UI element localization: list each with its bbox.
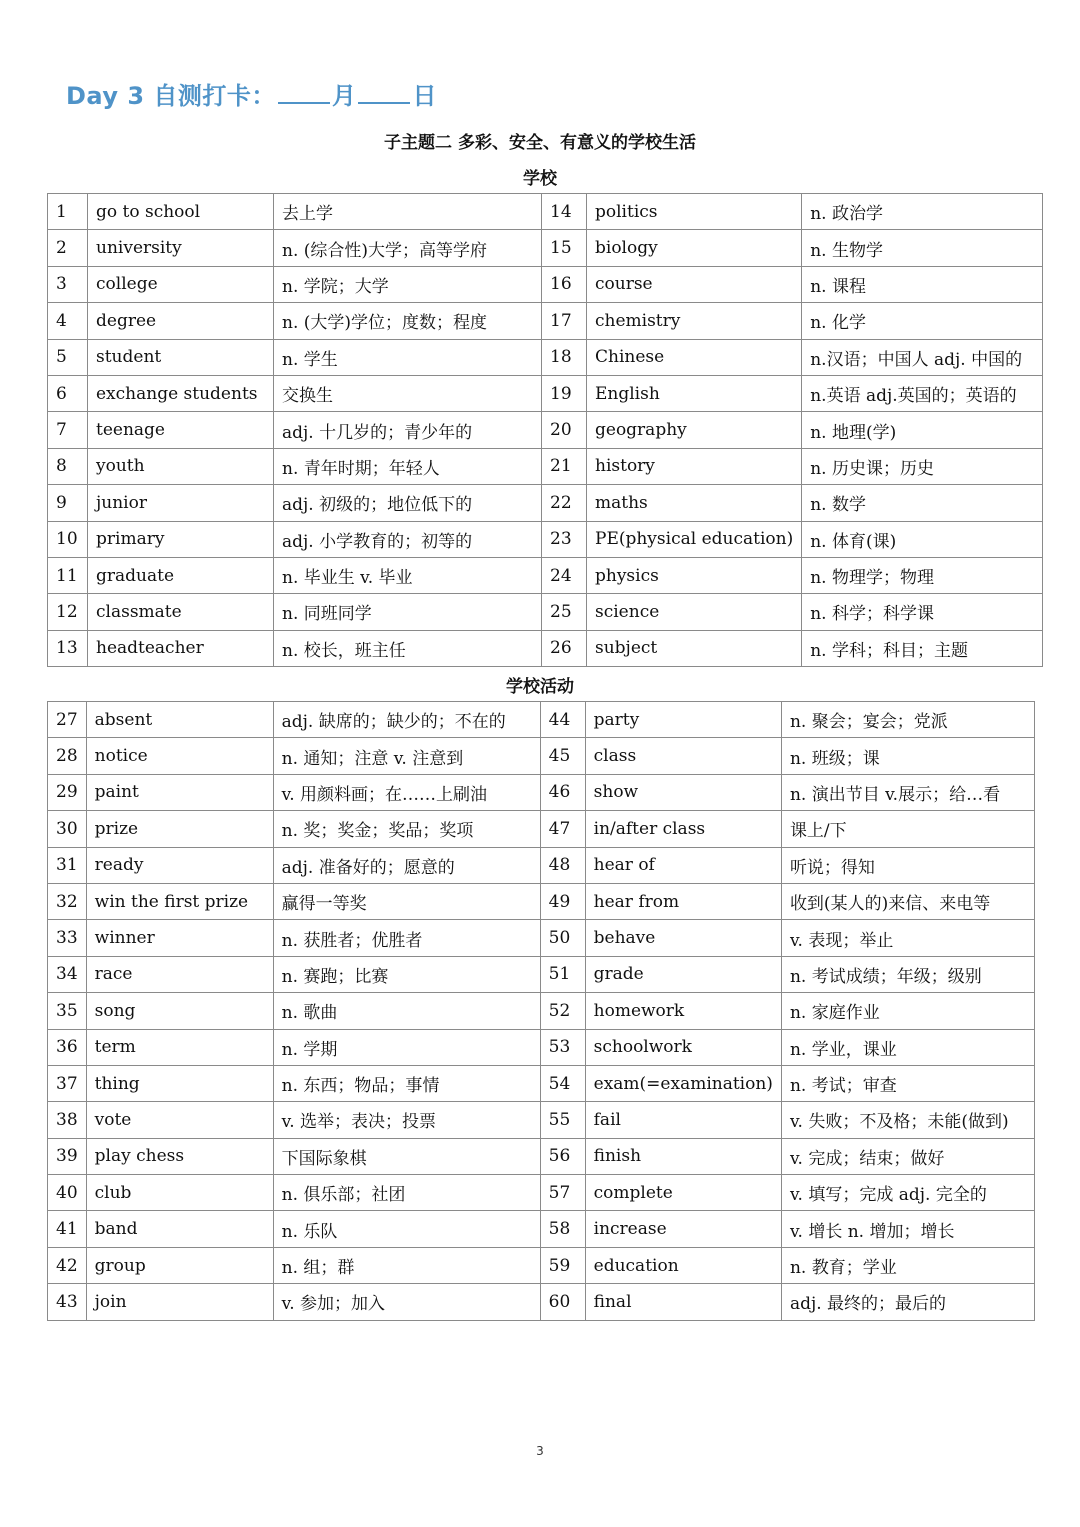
chinese-meaning: adj. 准备好的；愿意的 xyxy=(273,847,540,883)
chinese-meaning: n. 考试；审查 xyxy=(781,1065,1034,1101)
table-row xyxy=(48,521,1043,557)
english-term: science xyxy=(587,594,802,630)
english-term: maths xyxy=(587,485,802,521)
english-term: finish xyxy=(585,1138,781,1174)
english-term: schoolwork xyxy=(585,1029,781,1065)
chinese-meaning: n. 乐队 xyxy=(273,1211,540,1247)
entry-number: 2 xyxy=(48,230,88,266)
entry-number: 10 xyxy=(48,521,88,557)
vocab-table-body xyxy=(48,194,1043,667)
entry-number: 33 xyxy=(48,920,87,956)
entry-number: 5 xyxy=(48,339,88,375)
chinese-meaning: n. 班级；课 xyxy=(781,738,1034,774)
chinese-meaning: n.英语 adj.英国的；英语的 xyxy=(802,375,1043,411)
chinese-meaning: 听说；得知 xyxy=(781,847,1034,883)
chinese-meaning: adj. 最终的；最后的 xyxy=(781,1284,1034,1320)
entry-number: 40 xyxy=(48,1175,87,1211)
english-term: degree xyxy=(88,303,274,339)
vocab-table-school xyxy=(47,193,1043,667)
chinese-meaning: adj. 缺席的；缺少的；不在的 xyxy=(273,702,540,738)
chinese-meaning: n. 演出节目 v.展示；给…看 xyxy=(781,774,1034,810)
table-row xyxy=(48,266,1043,302)
chinese-meaning: v. 增长 n. 增加；增长 xyxy=(781,1211,1034,1247)
entry-number: 34 xyxy=(48,956,87,992)
english-term: English xyxy=(587,375,802,411)
table-row xyxy=(48,702,1035,738)
table-row xyxy=(48,485,1043,521)
table-row xyxy=(48,1138,1035,1174)
chinese-meaning: n. 学院；大学 xyxy=(274,266,542,302)
chinese-meaning: adj. 小学教育的；初等的 xyxy=(274,521,542,557)
chinese-meaning: n. 歌曲 xyxy=(273,993,540,1029)
chinese-meaning: n. 奖；奖金；奖品；奖项 xyxy=(273,811,540,847)
entry-number: 55 xyxy=(540,1102,585,1138)
table-row xyxy=(48,375,1043,411)
entry-number: 19 xyxy=(542,375,587,411)
table-row xyxy=(48,1284,1035,1320)
entry-number: 44 xyxy=(540,702,585,738)
table-row xyxy=(48,448,1043,484)
table-row xyxy=(48,630,1043,666)
english-term: exam(=examination) xyxy=(585,1065,781,1101)
chinese-meaning: n. 青年时期；年轻人 xyxy=(274,448,542,484)
section-title-activities: 学校活动 xyxy=(506,677,574,697)
english-term: primary xyxy=(88,521,274,557)
english-term: graduate xyxy=(88,557,274,593)
entry-number: 59 xyxy=(540,1247,585,1283)
page-number: 3 xyxy=(536,1444,544,1458)
english-term: teenage xyxy=(88,412,274,448)
entry-number: 23 xyxy=(542,521,587,557)
chinese-meaning: n. 物理学；物理 xyxy=(802,557,1043,593)
english-term: behave xyxy=(585,920,781,956)
table-row xyxy=(48,883,1035,919)
chinese-meaning: v. 参加；加入 xyxy=(273,1284,540,1320)
chinese-meaning: 收到(某人的)来信、来电等 xyxy=(781,883,1034,919)
chinese-meaning: n. 体育(课) xyxy=(802,521,1043,557)
chinese-meaning: n. 校长，班主任 xyxy=(274,630,542,666)
month-blank[interactable] xyxy=(278,80,330,104)
entry-number: 27 xyxy=(48,702,87,738)
english-term: go to school xyxy=(88,194,274,230)
english-term: homework xyxy=(585,993,781,1029)
entry-number: 46 xyxy=(540,774,585,810)
entry-number: 9 xyxy=(48,485,88,521)
english-term: party xyxy=(585,702,781,738)
entry-number: 24 xyxy=(542,557,587,593)
chinese-meaning: v. 表现；举止 xyxy=(781,920,1034,956)
entry-number: 7 xyxy=(48,412,88,448)
english-term: show xyxy=(585,774,781,810)
entry-number: 50 xyxy=(540,920,585,956)
day-blank[interactable] xyxy=(358,80,410,104)
english-term: complete xyxy=(585,1175,781,1211)
chinese-meaning: n. 同班同学 xyxy=(274,594,542,630)
entry-number: 53 xyxy=(540,1029,585,1065)
entry-number: 54 xyxy=(540,1065,585,1101)
chinese-meaning: n. 生物学 xyxy=(802,230,1043,266)
chinese-meaning: n. (大学)学位；度数；程度 xyxy=(274,303,542,339)
english-term: in/after class xyxy=(585,811,781,847)
english-term: exchange students xyxy=(88,375,274,411)
chinese-meaning: adj. 十几岁的；青少年的 xyxy=(274,412,542,448)
header-prefix: Day 3 自测打卡： xyxy=(66,82,276,110)
table-row xyxy=(48,1175,1035,1211)
table-row xyxy=(48,920,1035,956)
table-row xyxy=(48,412,1043,448)
english-term: vote xyxy=(86,1102,273,1138)
chinese-meaning: n. 毕业生 v. 毕业 xyxy=(274,557,542,593)
chinese-meaning: adj. 初级的；地位低下的 xyxy=(274,485,542,521)
entry-number: 29 xyxy=(48,774,87,810)
table-row xyxy=(48,738,1035,774)
table-row xyxy=(48,847,1035,883)
entry-number: 48 xyxy=(540,847,585,883)
chinese-meaning: 去上学 xyxy=(274,194,542,230)
english-term: physics xyxy=(587,557,802,593)
chinese-meaning: n. 赛跑；比赛 xyxy=(273,956,540,992)
chinese-meaning: 下国际象棋 xyxy=(273,1138,540,1174)
english-term: student xyxy=(88,339,274,375)
entry-number: 6 xyxy=(48,375,88,411)
table-row xyxy=(48,557,1043,593)
english-term: headteacher xyxy=(88,630,274,666)
english-term: notice xyxy=(86,738,273,774)
table-row xyxy=(48,194,1043,230)
chinese-meaning: n. 化学 xyxy=(802,303,1043,339)
entry-number: 1 xyxy=(48,194,88,230)
table-row xyxy=(48,1029,1035,1065)
english-term: thing xyxy=(86,1065,273,1101)
entry-number: 25 xyxy=(542,594,587,630)
chinese-meaning: v. 完成；结束；做好 xyxy=(781,1138,1034,1174)
table-row xyxy=(48,339,1043,375)
chinese-meaning: 赢得一等奖 xyxy=(273,883,540,919)
entry-number: 26 xyxy=(542,630,587,666)
chinese-meaning: v. 失败；不及格；未能(做到) xyxy=(781,1102,1034,1138)
entry-number: 31 xyxy=(48,847,87,883)
chinese-meaning: n. 地理(学) xyxy=(802,412,1043,448)
chinese-meaning: n. 组；群 xyxy=(273,1247,540,1283)
chinese-meaning: n. 聚会；宴会；党派 xyxy=(781,702,1034,738)
entry-number: 11 xyxy=(48,557,88,593)
english-term: hear of xyxy=(585,847,781,883)
english-term: fail xyxy=(585,1102,781,1138)
english-term: song xyxy=(86,993,273,1029)
entry-number: 17 xyxy=(542,303,587,339)
entry-number: 14 xyxy=(542,194,587,230)
english-term: increase xyxy=(585,1211,781,1247)
chinese-meaning: v. 选举；表决；投票 xyxy=(273,1102,540,1138)
table-row xyxy=(48,230,1043,266)
chinese-meaning: n. 数学 xyxy=(802,485,1043,521)
chinese-meaning: n. 学生 xyxy=(274,339,542,375)
subtopic-title: 子主题二 多彩、安全、有意义的学校生活 xyxy=(384,133,696,153)
entry-number: 20 xyxy=(542,412,587,448)
entry-number: 15 xyxy=(542,230,587,266)
english-term: college xyxy=(88,266,274,302)
english-term: paint xyxy=(86,774,273,810)
english-term: course xyxy=(587,266,802,302)
english-term: classmate xyxy=(88,594,274,630)
entry-number: 60 xyxy=(540,1284,585,1320)
english-term: chemistry xyxy=(587,303,802,339)
entry-number: 45 xyxy=(540,738,585,774)
english-term: win the first prize xyxy=(86,883,273,919)
chinese-meaning: n. 俱乐部；社团 xyxy=(273,1175,540,1211)
english-term: absent xyxy=(86,702,273,738)
entry-number: 32 xyxy=(48,883,87,919)
chinese-meaning: n. 教育；学业 xyxy=(781,1247,1034,1283)
entry-number: 28 xyxy=(48,738,87,774)
english-term: grade xyxy=(585,956,781,992)
entry-number: 56 xyxy=(540,1138,585,1174)
entry-number: 51 xyxy=(540,956,585,992)
table-row xyxy=(48,594,1043,630)
chinese-meaning: n. 获胜者；优胜者 xyxy=(273,920,540,956)
entry-number: 49 xyxy=(540,883,585,919)
entry-number: 30 xyxy=(48,811,87,847)
chinese-meaning: n. 课程 xyxy=(802,266,1043,302)
entry-number: 18 xyxy=(542,339,587,375)
english-term: prize xyxy=(86,811,273,847)
table-row xyxy=(48,774,1035,810)
english-term: junior xyxy=(88,485,274,521)
english-term: history xyxy=(587,448,802,484)
entry-number: 39 xyxy=(48,1138,87,1174)
table-row xyxy=(48,1247,1035,1283)
english-term: Chinese xyxy=(587,339,802,375)
english-term: university xyxy=(88,230,274,266)
day-checkin-header xyxy=(66,76,437,111)
english-term: education xyxy=(585,1247,781,1283)
english-term: play chess xyxy=(86,1138,273,1174)
entry-number: 13 xyxy=(48,630,88,666)
entry-number: 36 xyxy=(48,1029,87,1065)
chinese-meaning: 课上/下 xyxy=(781,811,1034,847)
chinese-meaning: n. 政治学 xyxy=(802,194,1043,230)
english-term: band xyxy=(86,1211,273,1247)
english-term: ready xyxy=(86,847,273,883)
entry-number: 35 xyxy=(48,993,87,1029)
english-term: winner xyxy=(86,920,273,956)
english-term: class xyxy=(585,738,781,774)
english-term: geography xyxy=(587,412,802,448)
entry-number: 16 xyxy=(542,266,587,302)
chinese-meaning: n. 考试成绩；年级；级别 xyxy=(781,956,1034,992)
entry-number: 3 xyxy=(48,266,88,302)
entry-number: 57 xyxy=(540,1175,585,1211)
chinese-meaning: n. 东西；物品；事情 xyxy=(273,1065,540,1101)
day-label: 日 xyxy=(412,82,437,110)
entry-number: 47 xyxy=(540,811,585,847)
entry-number: 8 xyxy=(48,448,88,484)
english-term: join xyxy=(86,1284,273,1320)
english-term: biology xyxy=(587,230,802,266)
table-row xyxy=(48,1211,1035,1247)
chinese-meaning: n.汉语；中国人 adj. 中国的 xyxy=(802,339,1043,375)
english-term: final xyxy=(585,1284,781,1320)
entry-number: 22 xyxy=(542,485,587,521)
chinese-meaning: n. 历史课；历史 xyxy=(802,448,1043,484)
english-term: club xyxy=(86,1175,273,1211)
vocab-table-body xyxy=(48,702,1035,1321)
chinese-meaning: n. (综合性)大学；高等学府 xyxy=(274,230,542,266)
entry-number: 52 xyxy=(540,993,585,1029)
month-label: 月 xyxy=(331,82,357,110)
table-row xyxy=(48,1102,1035,1138)
english-term: youth xyxy=(88,448,274,484)
chinese-meaning: n. 学业，课业 xyxy=(781,1029,1034,1065)
english-term: term xyxy=(86,1029,273,1065)
chinese-meaning: v. 用颜料画；在……上刷油 xyxy=(273,774,540,810)
table-row xyxy=(48,1065,1035,1101)
table-row xyxy=(48,993,1035,1029)
entry-number: 42 xyxy=(48,1247,87,1283)
chinese-meaning: n. 通知；注意 v. 注意到 xyxy=(273,738,540,774)
table-row xyxy=(48,303,1043,339)
chinese-meaning: 交换生 xyxy=(274,375,542,411)
english-term: race xyxy=(86,956,273,992)
chinese-meaning: v. 填写；完成 adj. 完全的 xyxy=(781,1175,1034,1211)
entry-number: 41 xyxy=(48,1211,87,1247)
english-term: hear from xyxy=(585,883,781,919)
english-term: subject xyxy=(587,630,802,666)
english-term: group xyxy=(86,1247,273,1283)
table-row xyxy=(48,811,1035,847)
chinese-meaning: n. 学科；科目；主题 xyxy=(802,630,1043,666)
entry-number: 38 xyxy=(48,1102,87,1138)
entry-number: 12 xyxy=(48,594,88,630)
chinese-meaning: n. 科学；科学课 xyxy=(802,594,1043,630)
section-title-school: 学校 xyxy=(523,169,557,189)
chinese-meaning: n. 学期 xyxy=(273,1029,540,1065)
english-term: politics xyxy=(587,194,802,230)
table-row xyxy=(48,956,1035,992)
english-term: PE(physical education) xyxy=(587,521,802,557)
entry-number: 21 xyxy=(542,448,587,484)
entry-number: 4 xyxy=(48,303,88,339)
entry-number: 58 xyxy=(540,1211,585,1247)
chinese-meaning: n. 家庭作业 xyxy=(781,993,1034,1029)
vocab-table-activities xyxy=(47,701,1035,1321)
entry-number: 43 xyxy=(48,1284,87,1320)
entry-number: 37 xyxy=(48,1065,87,1101)
